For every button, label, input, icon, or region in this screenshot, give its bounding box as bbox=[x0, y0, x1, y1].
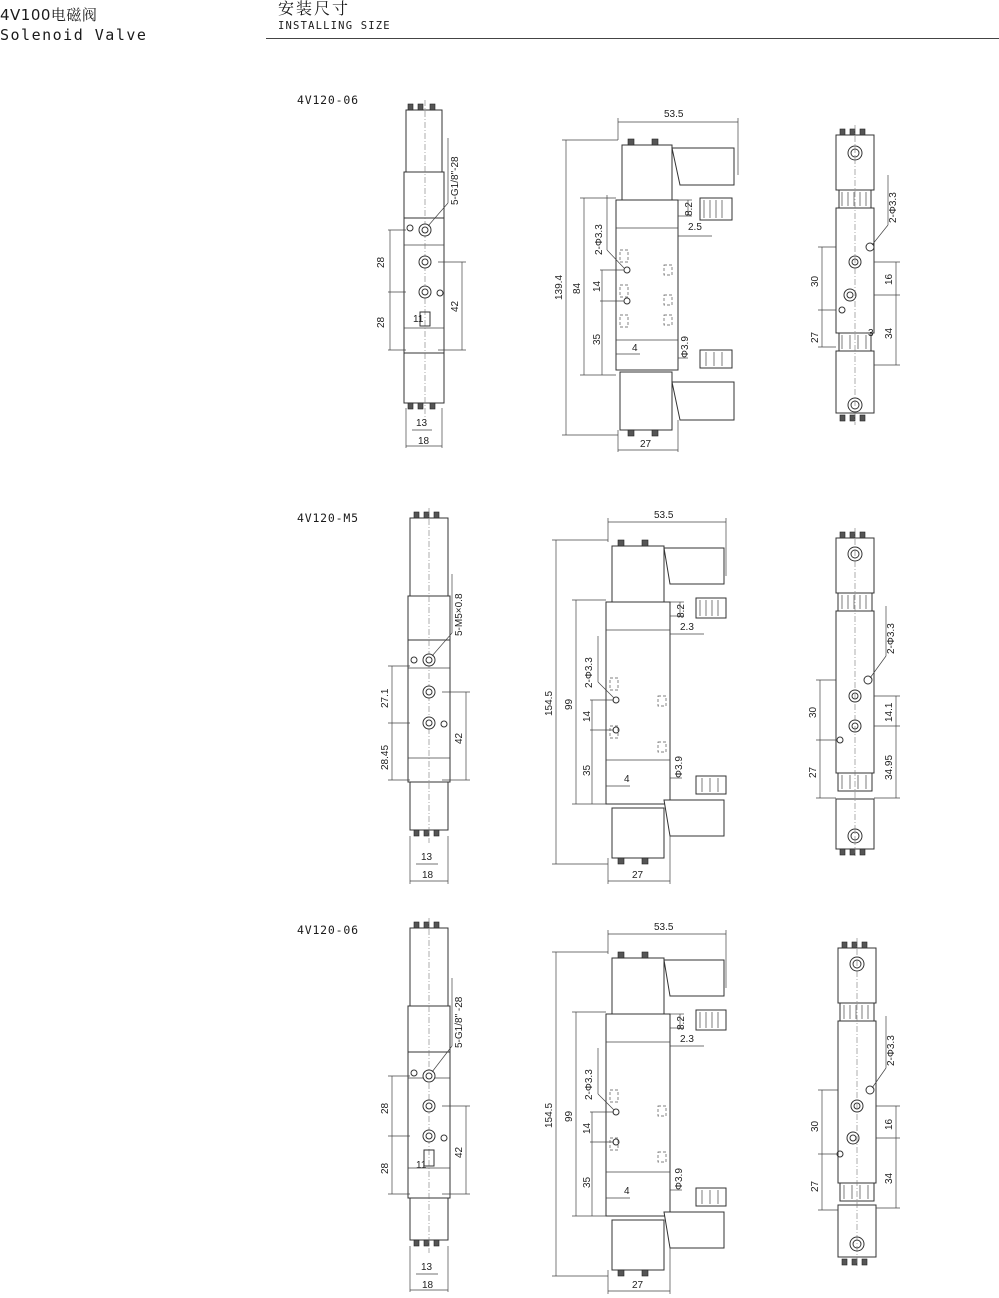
rear-hole-callout-3: 2-Φ3.3 bbox=[886, 1035, 897, 1066]
dim-18-2: 18 bbox=[422, 870, 434, 881]
coil-housing-bottom bbox=[620, 372, 672, 430]
dim-18-1: 18 bbox=[418, 436, 430, 447]
front-view-2 bbox=[378, 508, 478, 888]
rear-view-2 bbox=[804, 528, 914, 863]
section-heading bbox=[278, 0, 391, 32]
connector-top bbox=[672, 148, 734, 185]
connector-top bbox=[664, 960, 724, 996]
connector-bottom bbox=[664, 800, 724, 836]
coil-housing-top bbox=[612, 958, 664, 1014]
side-view-2 bbox=[544, 506, 749, 886]
coil-housing-bottom bbox=[612, 1220, 664, 1270]
side-width-top-1: 53.5 bbox=[664, 109, 684, 120]
dim-upper-1: 28 bbox=[376, 256, 387, 268]
side-width-top-3: 53.5 bbox=[654, 922, 674, 933]
rear-dim-16-2: 14.1 bbox=[884, 702, 895, 722]
dim-13-3: 13 bbox=[421, 1262, 433, 1273]
rear-dim-30-1: 30 bbox=[810, 275, 821, 287]
product-title bbox=[0, 8, 147, 43]
coil-housing-top bbox=[622, 145, 672, 200]
side-height-total-2: 154.5 bbox=[544, 690, 555, 716]
connector-top bbox=[664, 548, 724, 584]
rear-hole-callout-2: 2-Φ3.3 bbox=[886, 623, 897, 654]
side-width-bottom-1: 27 bbox=[640, 439, 652, 450]
rear-view-3 bbox=[806, 938, 916, 1273]
side-dim-35-2: 35 bbox=[582, 764, 593, 776]
side-height-total-1: 139.4 bbox=[554, 274, 565, 300]
side-view-3 bbox=[544, 918, 749, 1296]
dim-lower-1: 28 bbox=[376, 316, 387, 328]
dim-18-3: 18 bbox=[422, 1280, 434, 1291]
front-view-3 bbox=[378, 918, 478, 1296]
model-label-1: 4V120-06 bbox=[297, 93, 359, 107]
rear-dim-34-1: 34 bbox=[884, 327, 895, 339]
side-dim-82-3: 8.2 bbox=[676, 1016, 687, 1030]
valve-body bbox=[404, 218, 444, 353]
rear-hole-callout-1: 2-Φ3.3 bbox=[888, 192, 899, 223]
section-title-en: INSTALLING SIZE bbox=[278, 20, 391, 32]
side-width-bottom-3: 27 bbox=[632, 1280, 644, 1291]
side-hole-callout-2: 2-Φ3.3 bbox=[584, 657, 595, 688]
connector-bottom bbox=[672, 382, 734, 420]
side-dim-25-3: 2.3 bbox=[680, 1034, 694, 1045]
dim-42-1: 42 bbox=[450, 300, 461, 312]
dim-13-1: 13 bbox=[416, 418, 428, 429]
side-width-bottom-2: 27 bbox=[632, 870, 644, 881]
side-height-body-3: 99 bbox=[564, 1110, 575, 1122]
rear-dim-16-1: 16 bbox=[884, 273, 895, 285]
rear-view-1 bbox=[806, 125, 916, 430]
dim-upper-3: 28 bbox=[380, 1102, 391, 1114]
solenoid-coil-bottom bbox=[404, 353, 444, 403]
side-width-top-2: 53.5 bbox=[654, 510, 674, 521]
header-rule bbox=[266, 38, 999, 39]
dim-13-2: 13 bbox=[421, 852, 433, 863]
side-view-1 bbox=[552, 100, 752, 455]
product-title-cn: 4V100电磁阀 bbox=[0, 6, 98, 24]
rear-dim-16-3: 16 bbox=[884, 1118, 895, 1130]
side-dim-25-2: 2.3 bbox=[680, 622, 694, 633]
coil-housing-top bbox=[612, 546, 664, 602]
side-dim-25-1: 2.5 bbox=[688, 222, 702, 233]
port-callout-1: 5-G1/8"-28 bbox=[450, 156, 461, 205]
coil-housing-bottom bbox=[612, 808, 664, 858]
side-height-total-3: 154.5 bbox=[544, 1102, 555, 1128]
dim-lower-3: 28 bbox=[380, 1162, 391, 1174]
dim-42-3: 42 bbox=[454, 1146, 465, 1158]
model-label-3: 4V120-06 bbox=[297, 923, 359, 937]
side-dim-39-1: Φ3.9 bbox=[680, 336, 691, 358]
product-title-en: Solenoid Valve bbox=[0, 26, 148, 44]
side-dim-82-2: 8.2 bbox=[676, 604, 687, 618]
dim-upper-2: 27.1 bbox=[380, 688, 391, 708]
side-dim-14-2: 14 bbox=[582, 710, 593, 722]
front-view-1 bbox=[376, 100, 476, 455]
side-dim-4-2: 4 bbox=[624, 774, 630, 785]
side-hole-callout-1: 2-Φ3.3 bbox=[594, 224, 605, 255]
side-dim-39-2: Φ3.9 bbox=[674, 756, 685, 778]
side-dim-14-1: 14 bbox=[592, 280, 603, 292]
rear-dim-27-3: 27 bbox=[810, 1180, 821, 1192]
port-callout-3: 5-G1/8" -28 bbox=[454, 996, 465, 1048]
dim-42-2: 42 bbox=[454, 732, 465, 744]
side-dim-39-3: Φ3.9 bbox=[674, 1168, 685, 1190]
port-callout-2: 5-M5×0.8 bbox=[454, 593, 465, 636]
side-dim-82-1: 8.2 bbox=[684, 202, 695, 216]
side-dim-4-3: 4 bbox=[624, 1186, 630, 1197]
side-dim-35-1: 35 bbox=[592, 333, 603, 345]
side-dim-4-1: 4 bbox=[632, 343, 638, 354]
side-height-body-2: 99 bbox=[564, 698, 575, 710]
connector-bottom bbox=[664, 1212, 724, 1248]
side-height-body-1: 84 bbox=[572, 282, 583, 294]
rear-dim-30-2: 30 bbox=[808, 706, 819, 718]
dim-center-1: 11 bbox=[413, 314, 424, 325]
dim-center-3: 11 bbox=[416, 1160, 427, 1171]
rear-dim-30-3: 30 bbox=[810, 1120, 821, 1132]
rear-dim-3-1: 3 bbox=[868, 328, 874, 339]
model-label-2: 4V120-M5 bbox=[297, 511, 359, 525]
rear-dim-27-1: 27 bbox=[810, 331, 821, 343]
rear-dim-34-3: 34 bbox=[884, 1172, 895, 1184]
side-hole-callout-3: 2-Φ3.3 bbox=[584, 1069, 595, 1100]
dim-lower-2: 28.45 bbox=[380, 744, 391, 770]
rear-dim-27-2: 27 bbox=[808, 766, 819, 778]
section-title-cn: 安装尺寸 bbox=[278, 0, 351, 18]
side-dim-14-3: 14 bbox=[582, 1122, 593, 1134]
solenoid-coil-top bbox=[406, 110, 442, 172]
side-dim-35-3: 35 bbox=[582, 1176, 593, 1188]
rear-dim-34-2: 34.95 bbox=[884, 754, 895, 780]
